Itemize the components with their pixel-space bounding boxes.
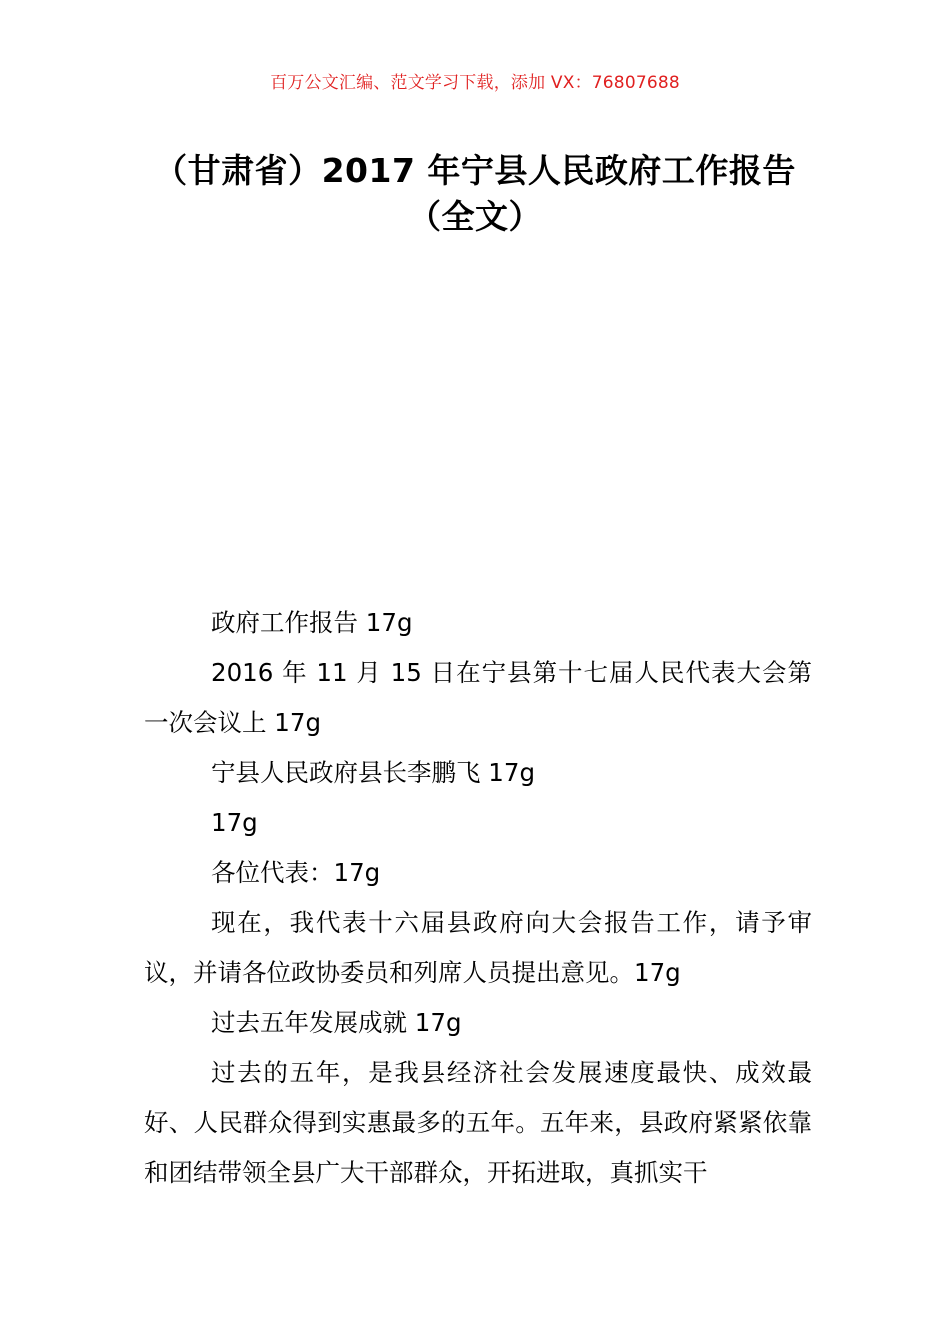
paragraph: 过去五年发展成就 17g — [211, 1008, 462, 1037]
paragraph: 现在，我代表十六届县政府向大会报告工作，请予审议，并请各位政协委员和列席人员提出意见。17g — [144, 908, 812, 987]
paragraph: 17g — [211, 808, 258, 837]
paragraph: 各位代表：17g — [211, 858, 381, 887]
paragraph: 宁县人民政府县长李鹏飞 17g — [211, 758, 536, 787]
paragraph: 过去的五年，是我县经济社会发展速度最快、成效最好、人民群众得到实惠最多的五年。五年来，县政府紧紧依靠和团结带领全县广大干部群众，开拓进取，真抓实干 — [144, 1058, 812, 1187]
paragraph: 政府工作报告 17g — [211, 608, 413, 637]
document-title — [110, 148, 840, 240]
title-line-1: （甘肃省）2017 年宁县人民政府工作报告 — [154, 151, 796, 190]
title-line-2: （全文） — [408, 197, 542, 236]
header-note: 百万公文汇编、范文学习下载，添加 VX：76807688 — [270, 73, 680, 93]
document-body — [144, 598, 812, 1198]
paragraph: 2016 年 11 月 15 日在宁县第十七届人民代表大会第一次会议上 17g — [144, 658, 812, 737]
